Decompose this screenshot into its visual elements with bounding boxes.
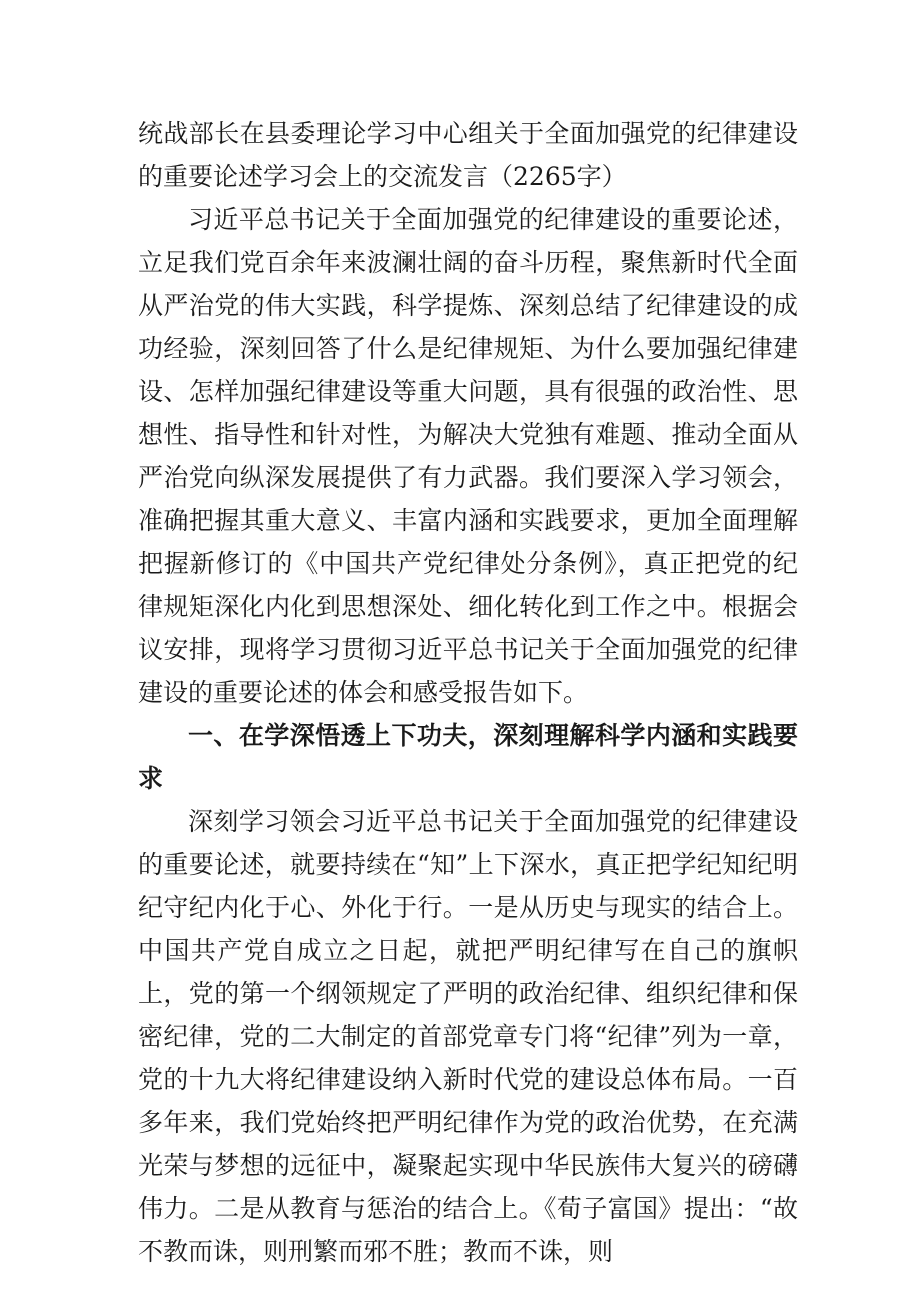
section-paragraph: 深刻学习领会习近平总书记关于全面加强党的纪律建设的重要论述，就要持续在“知”上下深水，真正把学纪知纪明纪守纪内化于心、外化于行。一是从历史与现实的结合上。中国共产党自成立之日起，就把严明纪律写在自己的旗帜上，党的第一个纲领规定了严明的政治纪律、组织纪律和保密纪律，党的二大制定的首部党章专门将“纪律”列为一章，党的十九大将纪律建设纳入新时代党的建设总体布局。一百多年来，我们党始终把严明纪律作为党的政治优势，在充满光荣与梦想的远征中，凝聚起实现中华民族伟大复兴的磅礴伟力。二是从教育与惩治的结合上。《荀子富国》提出：“故不教而诛，则刑繁而邪不胜；教而不诛，则 <box>138 807 798 1266</box>
intro-paragraph: 习近平总书记关于全面加强党的纪律建设的重要论述，立足我们党百余年来波澜壮阔的奋斗历程，聚焦新时代全面从严治党的伟大实践，科学提炼、深刻总结了纪律建设的成功经验，深刻回答了什么是纪律规矩、为什么要加强纪律建设、怎样加强纪律建设等重大问题，具有很强的政治性、思想性、指导性和针对性，为解决大党独有难题、推动全面从严治党向纵深发展提供了有力武器。我们要深入学习领会，准确把握其重大意义、丰富内涵和实践要求，更加全面理解把握新修订的《中国共产党纪律处分条例》，真正把党的纪律规矩深化内化到思想深处、细化转化到工作之中。根据会议安排，现将学习贯彻习近平总书记关于全面加强党的纪律建设的重要论述的体会和感受报告如下。 <box>138 205 798 707</box>
document-title: 统战部长在县委理论学习中心组关于全面加强党的纪律建设的重要论述学习会上的交流发言（2265字） <box>138 119 798 191</box>
document-body <box>138 112 798 1273</box>
section-heading: 一、在学深悟透上下功夫，深刻理解科学内涵和实践要求 <box>138 721 798 793</box>
